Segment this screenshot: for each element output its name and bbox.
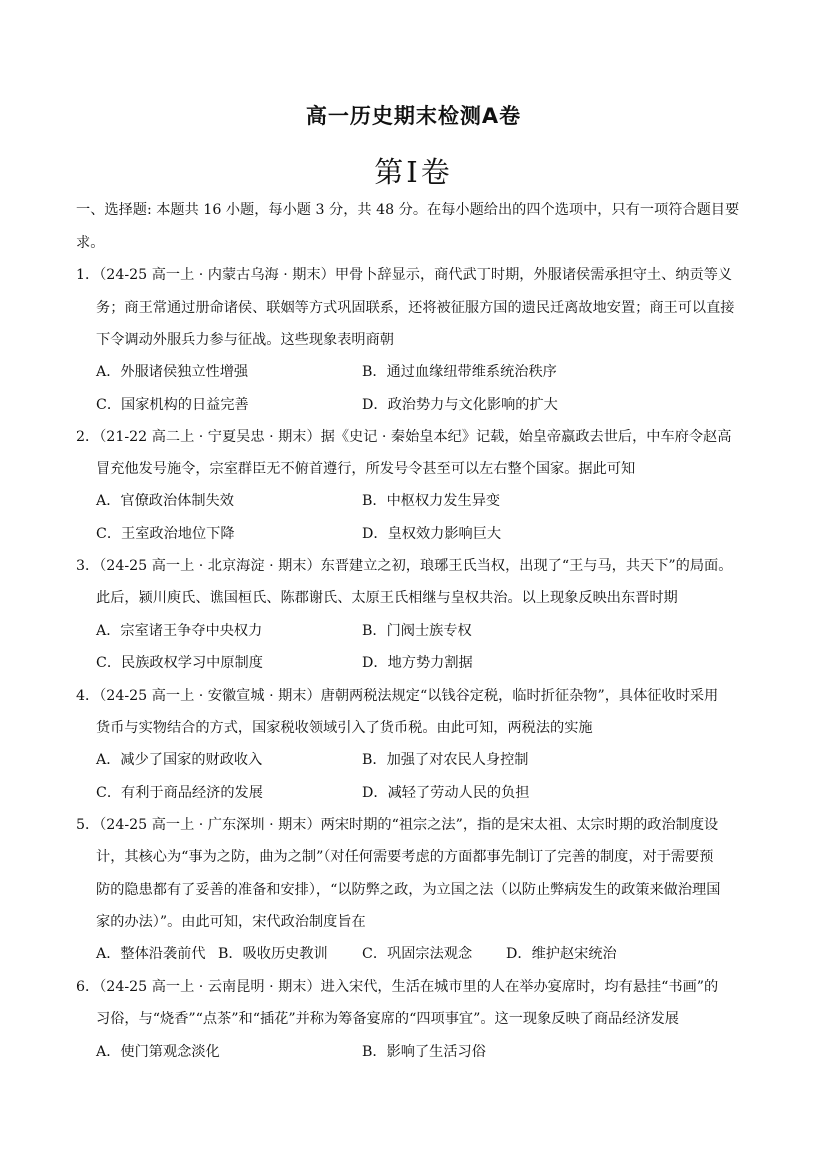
question-3-option-a: A．宗室诸王争夺中央权力 bbox=[96, 623, 263, 639]
question-5-option-c: C．巩固宗法观念 bbox=[362, 946, 473, 962]
section-instructions-line-2: 求。 bbox=[76, 235, 105, 251]
question-2-option-d: D．皇权效力影响巨大 bbox=[362, 526, 502, 542]
section-instructions-line-1: 一、选择题: 本题共 16 小题，每小题 3 分，共 48 分。在每小题给出的四个选项中，只有一项符合题目要 bbox=[76, 202, 740, 218]
question-2-line-1: 2．（21-22 高二上 · 宁夏吴忠 · 期末）据《史记 · 秦始皇本纪》记载，始皇帝嬴政去世后，中车府令赵高 bbox=[76, 429, 732, 445]
question-1-option-d: D．政治势力与文化影响的扩大 bbox=[362, 397, 558, 413]
question-2-option-a: A．官僚政治体制失效 bbox=[96, 493, 234, 509]
question-5-option-d: D．维护赵宋统治 bbox=[506, 946, 617, 962]
question-6-line-1: 6．（24-25 高一上 · 云南昆明 · 期末）进入宋代，生活在城市里的人在举办宴席时，均有悬挂“书画”的 bbox=[76, 979, 719, 995]
question-3-line-2: 此后，颍川庾氏、谯国桓氏、陈郡谢氏、太原王氏相继与皇权共治。以上现象反映出东晋时期 bbox=[96, 590, 678, 606]
question-3-option-d: D．地方势力割据 bbox=[362, 655, 473, 671]
question-4-option-d: D．减轻了劳动人民的负担 bbox=[362, 785, 530, 801]
question-1-line-1: 1．（24-25 高一上 · 内蒙古乌海 · 期末）甲骨卜辞显示，商代武丁时期，外服诸侯需承担守土、纳贡等义 bbox=[76, 267, 733, 283]
question-5-option-a: A．整体沿袭前代 bbox=[96, 946, 206, 962]
question-6-line-2: 习俗，与“烧香”“点茶”和“插花”并称为筹备宴席的“四项事宜”。这一现象反映了商品经济发展 bbox=[96, 1011, 679, 1027]
question-1-line-3: 下令调动外服兵力参与征战。这些现象表明商朝 bbox=[96, 332, 394, 348]
question-5-option-b: B．吸收历史教训 bbox=[218, 946, 328, 962]
page-title: 高一历史期末检测A卷 bbox=[305, 104, 522, 128]
question-6-option-b: B．影响了生活习俗 bbox=[362, 1044, 486, 1060]
question-5-line-3: 防的隐患都有了妥善的准备和安排），“以防弊之政，为立国之法（以防止弊病发生的政策来做治理国 bbox=[96, 882, 721, 898]
question-3-option-b: B．门阀士族专权 bbox=[362, 623, 472, 639]
question-5-line-1: 5．（24-25 高一上 · 广东深圳 · 期末）两宋时期的“祖宗之法”，指的是宋太祖、太宗时期的政治制度设 bbox=[76, 817, 719, 833]
question-1-option-c: C．国家机构的日益完善 bbox=[96, 397, 249, 413]
question-1-option-b: B．通过血缘纽带维系统治秩序 bbox=[362, 364, 557, 380]
question-2-line-2: 冒充他发号施令，宗室群臣无不俯首遵行，所发号令甚至可以左右整个国家。据此可知 bbox=[96, 461, 636, 477]
question-2-option-b: B．中枢权力发生异变 bbox=[362, 493, 501, 509]
question-5-line-4: 家的办法）”。由此可知，宋代政治制度旨在 bbox=[96, 914, 366, 930]
volume-heading: 第Ⅰ卷 bbox=[374, 155, 453, 189]
question-6-option-a: A．使门第观念淡化 bbox=[96, 1044, 220, 1060]
question-3-line-1: 3．（24-25 高一上 · 北京海淀 · 期末）东晋建立之初，琅琊王氏当权，出现了“王与马，共天下”的局面。 bbox=[76, 558, 733, 574]
question-1-line-2: 务；商王常通过册命诸侯、联姻等方式巩固联系，还将被征服方国的遗民迁离故地安置；商王可以直接 bbox=[96, 300, 735, 316]
question-4-line-2: 货币与实物结合的方式，国家税收领域引入了货币税。由此可知，两税法的实施 bbox=[96, 720, 593, 736]
question-4-line-1: 4．（24-25 高一上 · 安徽宣城 · 期末）唐朝两税法规定“以钱谷定税，临时折征杂物”，具体征收时采用 bbox=[76, 688, 719, 704]
question-4-option-c: C．有利于商品经济的发展 bbox=[96, 785, 263, 801]
question-3-option-c: C．民族政权学习中原制度 bbox=[96, 655, 263, 671]
question-4-option-a: A．减少了国家的财政收入 bbox=[96, 752, 263, 768]
question-1-option-a: A．外服诸侯独立性增强 bbox=[96, 364, 249, 380]
question-2-option-c: C．王室政治地位下降 bbox=[96, 526, 235, 542]
question-4-option-b: B．加强了对农民人身控制 bbox=[362, 752, 529, 768]
question-5-line-2: 计，其核心为“事为之防，曲为之制”（对任何需要考虑的方面都事先制订了完善的制度，对于需要预 bbox=[96, 849, 714, 865]
